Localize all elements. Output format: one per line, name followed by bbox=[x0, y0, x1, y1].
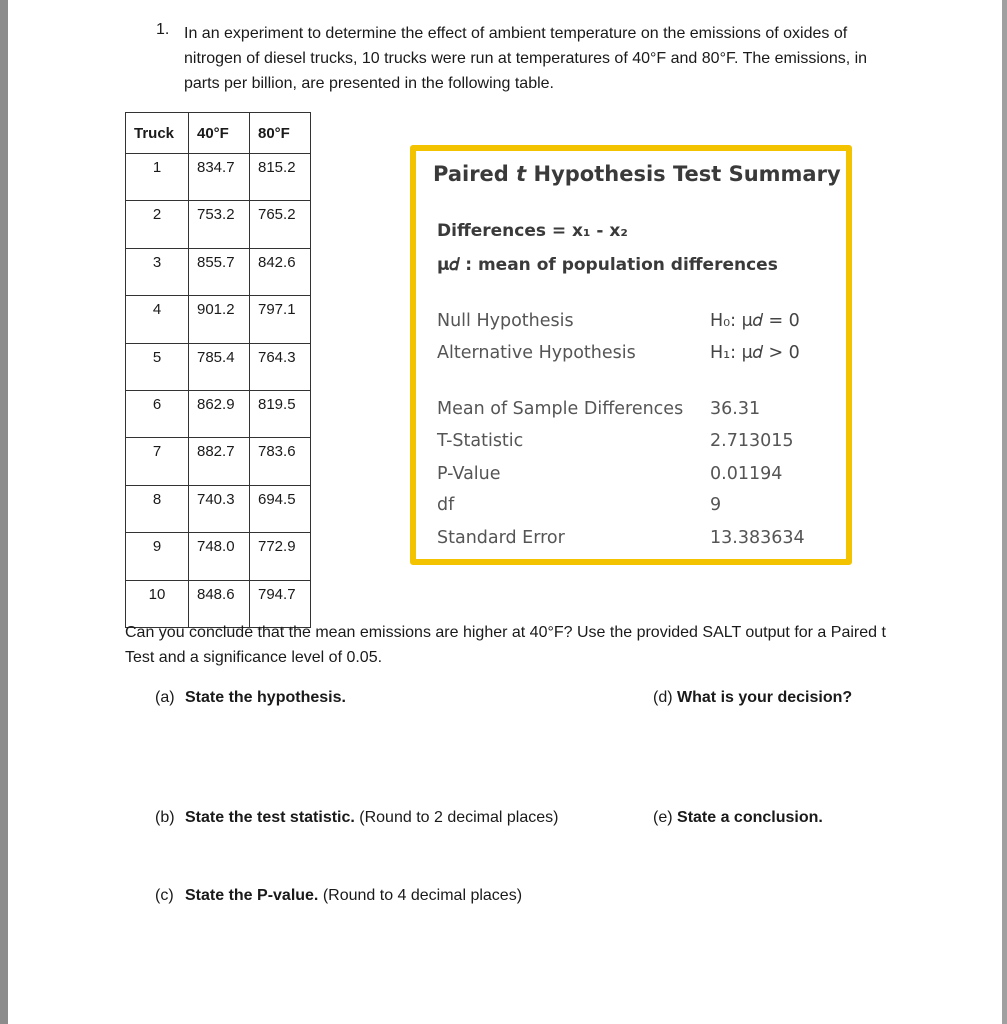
part-c-note: (Round to 4 decimal places) bbox=[318, 887, 523, 904]
header-40f: 40°F bbox=[189, 113, 250, 154]
cell-40f: 882.7 bbox=[189, 438, 250, 485]
salt-output-panel bbox=[410, 145, 852, 565]
cell-80f: 783.6 bbox=[250, 438, 311, 485]
alt-hypothesis-value: H₁: μ𝑑 > 0 bbox=[710, 343, 800, 363]
cell-truck: 1 bbox=[126, 154, 189, 201]
header-80f: 80°F bbox=[250, 113, 311, 154]
cell-40f: 862.9 bbox=[189, 390, 250, 437]
part-a-text: State the hypothesis. bbox=[185, 689, 346, 706]
page-edge-left bbox=[0, 0, 8, 1024]
stat-label: df bbox=[437, 495, 455, 515]
part-b-note: (Round to 2 decimal places) bbox=[354, 809, 559, 826]
cell-40f: 848.6 bbox=[189, 580, 250, 627]
cell-80f: 694.5 bbox=[250, 485, 311, 532]
table-row bbox=[126, 485, 311, 532]
stat-value: 0.01194 bbox=[710, 464, 783, 484]
cell-40f: 748.0 bbox=[189, 533, 250, 580]
table-header-row bbox=[126, 113, 311, 154]
cell-80f: 819.5 bbox=[250, 390, 311, 437]
part-b-tag: (b) bbox=[155, 809, 175, 826]
table-row bbox=[126, 248, 311, 295]
part-b-text: State the test statistic. bbox=[185, 809, 355, 826]
cell-truck: 6 bbox=[126, 390, 189, 437]
part-e-tag: (e) bbox=[653, 809, 673, 826]
stat-value: 36.31 bbox=[710, 399, 761, 419]
cell-80f: 794.7 bbox=[250, 580, 311, 627]
header-truck: Truck bbox=[126, 113, 189, 154]
table-row bbox=[126, 201, 311, 248]
part-d-tag: (d) bbox=[653, 689, 673, 706]
part-c-text: State the P-value. bbox=[185, 887, 319, 904]
question-number: 1. bbox=[156, 21, 170, 38]
cell-40f: 901.2 bbox=[189, 296, 250, 343]
cell-truck: 10 bbox=[126, 580, 189, 627]
question-text: In an experiment to determine the effect of ambient temperature on the emissions of oxides of nitrogen of diesel trucks, 10 trucks were run at temperatures of 40°F and 80°F. The emissions, in parts per billion, are presented in the following table. bbox=[184, 25, 868, 92]
salt-title bbox=[433, 162, 841, 186]
emissions-table bbox=[125, 112, 311, 628]
stat-label: P-Value bbox=[437, 464, 501, 484]
cell-40f: 834.7 bbox=[189, 154, 250, 201]
salt-title-t: t bbox=[516, 162, 527, 186]
cell-40f: 855.7 bbox=[189, 248, 250, 295]
cell-truck: 5 bbox=[126, 343, 189, 390]
part-a bbox=[155, 689, 346, 707]
page-edge-right bbox=[1002, 0, 1007, 1024]
cell-80f: 797.1 bbox=[250, 296, 311, 343]
stat-label: Standard Error bbox=[437, 528, 565, 548]
part-c bbox=[155, 887, 522, 905]
cell-40f: 740.3 bbox=[189, 485, 250, 532]
part-b bbox=[155, 809, 558, 827]
table-row bbox=[126, 390, 311, 437]
part-e bbox=[653, 809, 823, 827]
cell-truck: 9 bbox=[126, 533, 189, 580]
differences-definition: Differences = x₁ - x₂ bbox=[437, 221, 628, 241]
table-row bbox=[126, 296, 311, 343]
stat-value: 2.713015 bbox=[710, 431, 794, 451]
table-row bbox=[126, 533, 311, 580]
null-hypothesis-value: H₀: μ𝑑 = 0 bbox=[710, 311, 800, 331]
cell-truck: 8 bbox=[126, 485, 189, 532]
stat-label: Mean of Sample Differences bbox=[437, 399, 684, 419]
mu-d-definition: μ𝑑 : mean of population differences bbox=[437, 255, 778, 275]
salt-title-post: Hypothesis Test Summary bbox=[526, 162, 841, 186]
null-hypothesis-label: Null Hypothesis bbox=[437, 311, 574, 331]
alt-hypothesis-label: Alternative Hypothesis bbox=[437, 343, 636, 363]
cell-80f: 842.6 bbox=[250, 248, 311, 295]
stat-value: 13.383634 bbox=[710, 528, 805, 548]
part-a-tag: (a) bbox=[155, 689, 175, 706]
cell-40f: 785.4 bbox=[189, 343, 250, 390]
table-row bbox=[126, 343, 311, 390]
part-d bbox=[653, 689, 852, 707]
part-d-text: What is your decision? bbox=[677, 689, 853, 706]
table-row bbox=[126, 438, 311, 485]
stat-value: 9 bbox=[710, 495, 722, 515]
part-e-text: State a conclusion. bbox=[677, 809, 823, 826]
cell-truck: 3 bbox=[126, 248, 189, 295]
salt-title-pre: Paired bbox=[433, 162, 517, 186]
cell-truck: 7 bbox=[126, 438, 189, 485]
cell-80f: 772.9 bbox=[250, 533, 311, 580]
stat-label: T-Statistic bbox=[437, 431, 524, 451]
cell-80f: 765.2 bbox=[250, 201, 311, 248]
cell-80f: 815.2 bbox=[250, 154, 311, 201]
question-prompt: Can you conclude that the mean emissions are higher at 40°F? Use the provided SALT output for a Paired t Test and a significance level of 0.05. bbox=[125, 624, 886, 666]
table-row bbox=[126, 154, 311, 201]
part-c-tag: (c) bbox=[155, 887, 174, 904]
cell-40f: 753.2 bbox=[189, 201, 250, 248]
cell-truck: 2 bbox=[126, 201, 189, 248]
cell-truck: 4 bbox=[126, 296, 189, 343]
cell-80f: 764.3 bbox=[250, 343, 311, 390]
